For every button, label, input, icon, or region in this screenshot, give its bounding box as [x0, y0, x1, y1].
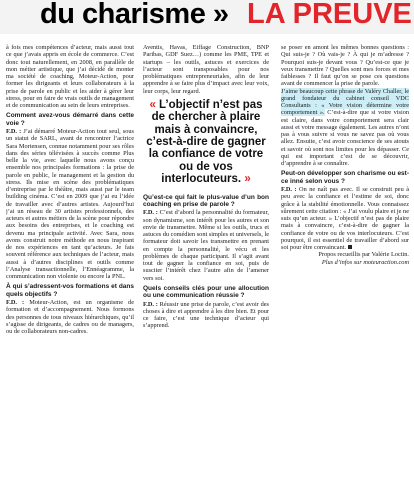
- quote-close-mark: »: [241, 173, 251, 186]
- interview-question: Qu’est-ce qui fait le plus-value d’un bon coaching en prise de parole ?: [143, 193, 269, 208]
- answer-text: J’ai démarré Moteur-Action tout seul, sous un statut de SARL, avant de rencontrer l’actrice Sara Mortensen, connue notamment pour ses rôles dans des séries télévisées à succès comme Plus belle la vie, avec laquelle nous avons conçu ensemble nos principales formations : la prise de parole en public, le management et la gestion du stress. Ils mise en scène des problématiques d’entreprise par le théâtre, mais aussi par le team building cinéma. C’est en 2009 que j’ai eu l’idée de travailler avec d’autres artistes. Aujourd’hui j’ai un réseau de 30 artistes professionnels, des acteurs et autres métiers de la scène pour répondre aux besoins des entreprises, et le coaching est devenu ma principale activité. Avec Sara, nous avons construit notre méthode en nous inspirant de nos expériences en tant qu’acteurs. Je fais souvent référence aux techniques de l’acteur, mais aussi à d’autres disciplines et outils comme l’Analyse transactionnelle, l’Ennéagramme, la communication non violente ou encore la PNL.: [6, 128, 134, 281]
- headline-part-2: LA PREUVE: [247, 0, 412, 30]
- answer-text: On ne naît pas avec. Il se construit peu à peu avec la confiance et l’estime de soi, donc grâce à la stabilité émotionnelle. Vous connaissez sûrement cette citation : « J’ai voulu plaire et je ne suis qu’un acteur. » L’objectif n’est pas de plaire mais à convaincre, c’est-à-dire de gagner la confiance de votre ou de vos interlocuteurs. C’est pourquoi, il est essentiel de travailler d’abord sur soi pour être convaincant.: [281, 186, 409, 252]
- interview-question: Quels conseils clés pour une allocution ou une communication réussie ?: [143, 284, 269, 300]
- paragraph-text: C’est-à-dire que si votre vision est claire, dans votre comportement sera clair aussi et votre message également. Les autres n’ont pas à vous suivre si vous ne savez pas où vous allez. Ensuite, c’est avoir conscience de ses atouts et savoir où sont nos limites pour les dépasser. Ce qui est important c’est de se découvrir, d’apprendre à se connaître.: [281, 109, 409, 167]
- article-header: [0, 0, 414, 34]
- pull-quote: [143, 99, 269, 186]
- author-signature: Propos recueillis par Valérie Loctin.: [318, 251, 409, 259]
- answer-text: Réussir une prise de parole, c’est avoir des choses à dire et apprendre à les dire bien. Et pour ce faire, c’est une technique d’acteur qui s’apprend.: [143, 300, 269, 330]
- paragraph: à fois mes compétences d’acteur, mais aussi tout ce que j’avais appris en école de commerce. C’est donc tout naturellement, en 2008, en parallèle de mon métier artistique, que j’ai décidé de monter ma société de coaching, Moteur-Action, pour former les dirigeants et leurs collaborateurs à la prise de parole en public et les aider à gérer leur stress, pour en faire de vrais outils de management et de communication au sein de leurs entreprises.: [6, 44, 134, 109]
- speaker-initials: F.D. :: [143, 300, 160, 308]
- interview-question: Peut-on développer son charisme ou est-ce inné selon vous ?: [281, 170, 409, 185]
- speaker-initials: F.D. :: [6, 299, 30, 307]
- paragraph: se poser en amont les mêmes bonnes questions : Qui suis-je ? Où vais-je ? À qui je m’adresse ? Pourquoi suis-je devant vous ? Qu’est-ce que je veux transmettre ? Quelles sont mes forces et mes faiblesses ? Il faut qu’on se pose ces questions avant de commencer la prise de parole.: [281, 44, 409, 88]
- answer-text: C’est d’abord la personnalité du formateur, son dynamisme, son intérêt pour les autres et son envie de transmettre. Même si les outils, trucs et astuces du comédien sont simples et universels, le formateur doit savoir les transmettre en prenant en compte la personnalité, le vécu et les problèmes de chaque participant. Il s’agit avant tout de gagner la confiance en soi, puis de susciter l’intérêt chez l’autre afin de l’amener vers soi.: [143, 209, 269, 282]
- paragraph: [281, 186, 409, 251]
- column-1: [6, 44, 134, 488]
- paragraph: [6, 299, 134, 335]
- paragraph: [6, 128, 134, 280]
- speaker-initials: F.D. :: [143, 209, 160, 217]
- column-3: [281, 44, 409, 488]
- answer-text: Moteur-Action, est un organisme de formation et d’accompagnement. Nous formons des personnes de tous niveaux hiérarchiques, qu’il s’agisse de dirigeants, de cadres ou de managers, ou de collaborateurs non-cadres.: [6, 299, 134, 336]
- highlighted-paragraph: [281, 88, 409, 168]
- pull-quote-text: L’objectif n’est pas de chercher à plaire mais à convaincre, c’est-à-dire de gagner la confiance de votre ou de vos interlocuteurs.: [146, 98, 266, 186]
- paragraph: Aventis, Havas, Eiffage Construction, BNP Paribas, GDF Suez…) comme les PME, TPE et startups – les outils, astuces et exercices de l’acteur sont transposables pour nos problématiques entrepreneuriales, afin de leur apprendre à se faire plus d’impact avec leur voix, leur corps, leur regard.: [143, 44, 269, 95]
- speaker-initials: F.D. :: [6, 128, 24, 136]
- interview-question: À qui s’adressent-vos formations et dans quels objectifs ?: [6, 283, 134, 298]
- headline-part-1: du charisme »: [40, 0, 229, 30]
- quote-open-mark: «: [149, 98, 160, 111]
- end-of-article-mark: [348, 245, 352, 249]
- paragraph: [143, 209, 269, 282]
- paragraph: [143, 301, 269, 330]
- speaker-initials: F.D. :: [281, 186, 300, 194]
- interview-question: Comment avez-vous démarré dans cette voie ?: [6, 112, 134, 127]
- highlight-quote: J’aime beaucoup cette phrase de Valéry Challer, le grand fondateur du cabinet conseil VDC Consultants : « Votre vision détermine votre comportement ».: [281, 87, 409, 117]
- website-credit: Plus d’infos sur moteuraction.com: [321, 258, 409, 266]
- column-2: [143, 44, 269, 488]
